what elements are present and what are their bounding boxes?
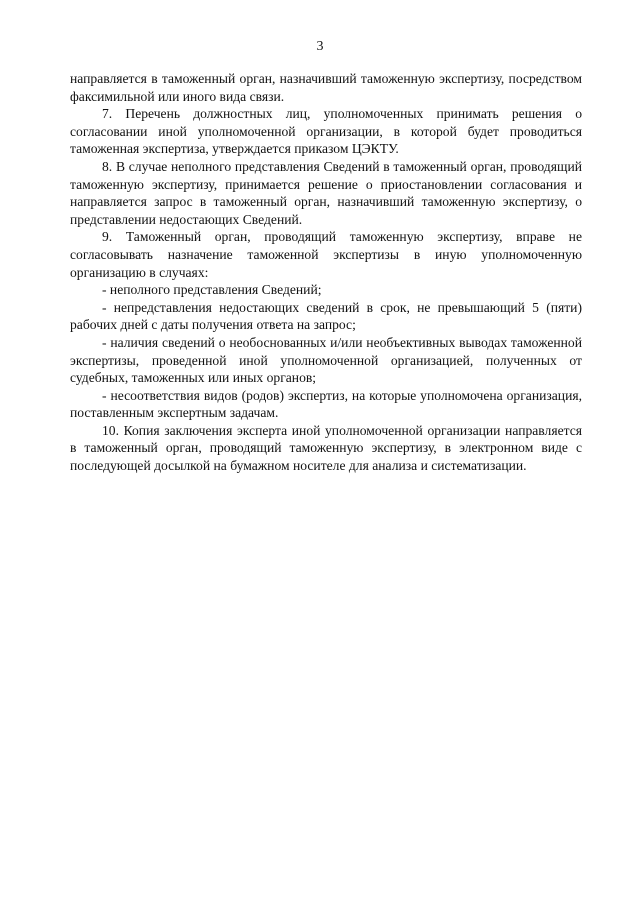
page-number: 3 (316, 39, 324, 54)
paragraph-item-10: 10. Копия заключения эксперта иной уполномоченной организации направляется в таможенный орган, проводящий таможенную экспертизу, в электронном виде с последующей досылкой на бумажном носителе для анализа и систематизации. (70, 422, 582, 474)
paragraph-continuation: направляется в таможенный орган, назначивший таможенную экспертизу, посредством факсимильной или иного вида связи. (70, 71, 582, 104)
paragraph-item-7: 7. Перечень должностных лиц, уполномоченных принимать решения о согласовании иной уполномоченной организации, в которой будет проводиться таможенная экспертиза, утверждается приказом ЦЭКТУ. (70, 106, 582, 157)
list-item-unfounded-conclusions: - наличия сведений о необоснованных и/или необъективных выводах таможенной экспертизы, проведенной иной уполномоченной организацией, полученных от судебных, таможенных или иных органов; (70, 334, 582, 386)
paragraph-item-8: 8. В случае неполного представления Сведений в таможенный орган, проводящий таможенную экспертизу, принимается решение о приостановлении согласования и направляется запрос в таможенный орган, назначивший таможенную экспертизу, о представлении недостающих Сведений. (70, 158, 582, 227)
list-item-missing-info-deadline: - непредставления недостающих сведений в срок, не превышающий 5 (пяти) рабочих дней с даты получения ответа на запрос; (70, 299, 582, 333)
list-item-expertise-mismatch: - несоответствия видов (родов) экспертиз, на которые уполномочена организация, поставленным экспертным задачам. (70, 387, 582, 421)
list-item-incomplete-info: - неполного представления Сведений; (102, 282, 322, 298)
paragraph-item-9: 9. Таможенный орган, проводящий таможенную экспертизу, вправе не согласовывать назначение таможенной экспертизы в иную уполномоченную организацию в случаях: (70, 229, 582, 280)
document-body (70, 70, 582, 475)
